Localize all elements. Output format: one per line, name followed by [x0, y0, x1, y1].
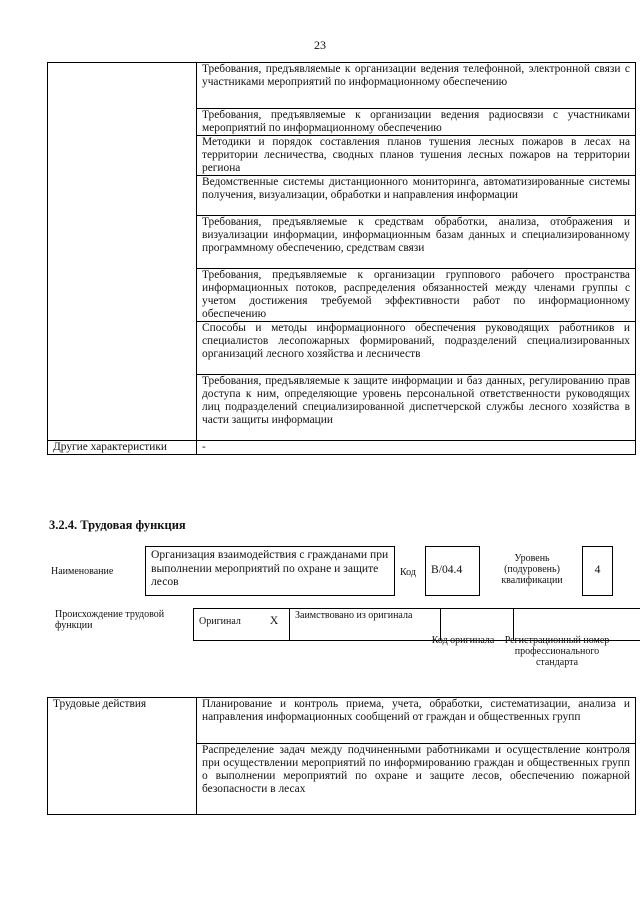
table-row [48, 63, 636, 109]
table-cell: Методики и порядок составления планов тушения лесных пожаров в лесах на территории лесничества, сводных планов тушения лесных пожаров на территории региона [197, 136, 636, 176]
table-cell: Распределение задач между подчиненными работниками и осуществление контроля при осуществлении мероприятий по информированию граждан и общественных групп о выполнении мероприятий по охране и защите лесов, обеспечению пожарной безопасности в лесах [197, 744, 636, 815]
code-caption: Код оригинала [431, 635, 495, 646]
table-row [48, 441, 636, 455]
table-cell: Планирование и контроль приема, учета, обработки, систематизации, анализа и направления информационных сообщений от граждан и общественных групп [197, 698, 636, 744]
code-label: Код [400, 567, 416, 578]
section-heading: 3.2.4. Трудовая функция [49, 518, 186, 532]
qualification-level-value: 4 [582, 546, 613, 596]
labour-actions-table [47, 697, 636, 815]
labour-actions-label: Трудовые действия [48, 698, 197, 815]
origin-label: Происхождение трудовой функции [55, 609, 165, 631]
table-cell: Требования, предъявляемые к организации ведения радиосвязи с участниками мероприятий по информационному обеспечению [197, 109, 636, 136]
table-cell: Требования, предъявляемые к организации ведения телефонной, электронной связи с участниками мероприятий по информационному обеспечению [197, 63, 636, 109]
table-row [48, 698, 636, 744]
registration-caption: Регистрационный номер профессионального стандарта [504, 635, 610, 668]
table-cell: Ведомственные системы дистанционного мониторинга, автоматизированные системы получения, визуализации, обработки и направления информации [197, 176, 636, 216]
borrowed-label: Заимствовано из оригинала [290, 609, 441, 641]
original-label: Оригинал [194, 609, 260, 641]
name-value: Организация взаимодействия с гражданами при выполнении мероприятий по охране и защите лесов [145, 546, 395, 596]
table-cell: Требования, предъявляемые к организации группового рабочего пространства информационных потоков, распределения обязанностей между членами группы с учетом достижения требуемой эффективности работ по информационному обеспечению [197, 269, 636, 322]
other-characteristics-label: Другие характеристики [48, 441, 197, 455]
name-label: Наименование [51, 566, 114, 577]
other-characteristics-value: - [197, 441, 636, 455]
original-mark: X [259, 609, 290, 641]
empty-label-cell [48, 63, 197, 441]
qualification-level-label: Уровень (подуровень) квалификации [501, 553, 563, 586]
table-cell: Требования, предъявляемые к защите информации и баз данных, регулированию прав доступа к ним, определяющие уровень персональной ответственности руководящих лиц подразделений специализированной диспетчерской службы лесного хозяйства в части защиты информации [197, 375, 636, 441]
page-number: 23 [314, 38, 326, 52]
knowledge-table [47, 62, 636, 455]
table-cell: Требования, предъявляемые к средствам обработки, анализа, отображения и визуализации информации, информационным базам данных и специализированному программному обеспечению, средствам связи [197, 216, 636, 269]
code-value: B/04.4 [425, 546, 480, 596]
table-cell: Способы и методы информационного обеспечения руководящих работников и специалистов лесопожарных формирований, подразделений специализированных организаций лесного хозяйства и лесничеств [197, 322, 636, 375]
